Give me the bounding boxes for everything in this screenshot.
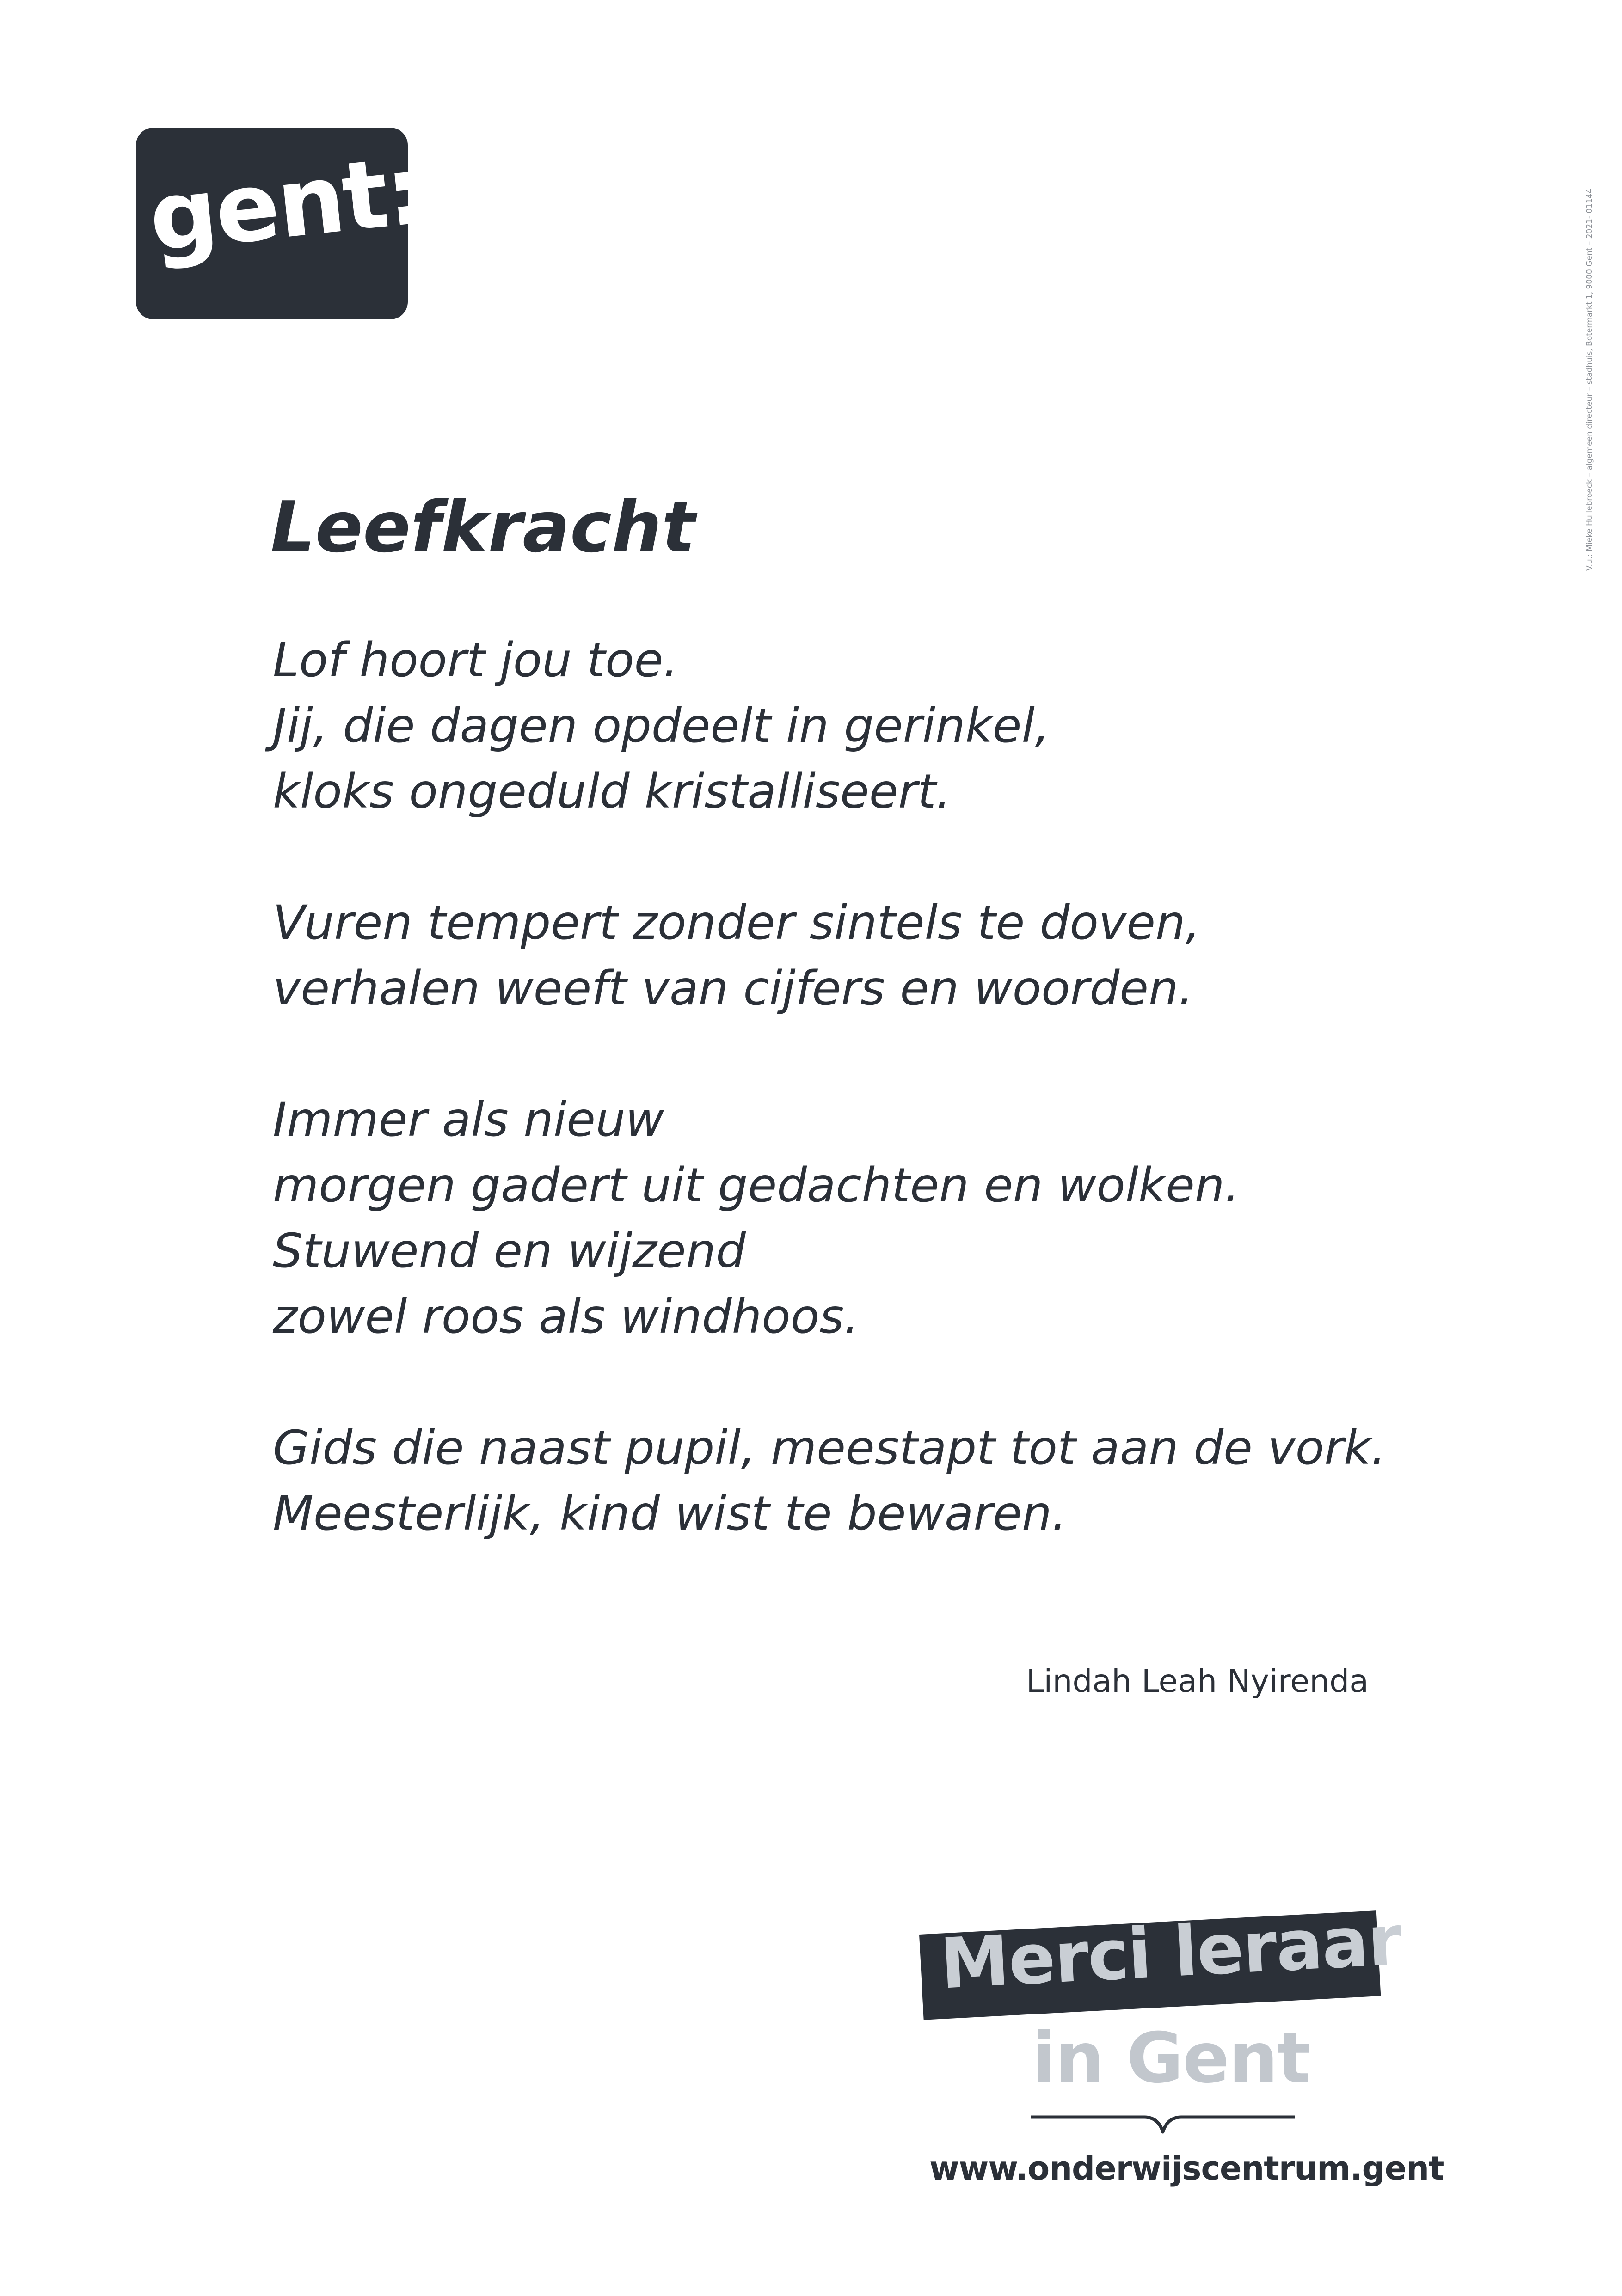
poem-stanza-2 xyxy=(273,890,1429,1022)
merci-badge-line2: in Gent xyxy=(1032,2018,1309,2099)
poem-stanza-3 xyxy=(273,1087,1429,1350)
poem-line: Lof hoort jou toe. xyxy=(273,633,678,688)
gent-logo-text: gent: xyxy=(144,135,428,274)
poem-stanza-1 xyxy=(273,628,1429,825)
gent-logo xyxy=(136,128,428,319)
poem-line: kloks ongeduld kristalliseert. xyxy=(273,764,951,819)
poem-line: Gids die naast pupil, meestapt tot aan de vork. xyxy=(273,1420,1386,1476)
open-book-icon xyxy=(1031,2103,1295,2145)
poem-line: Immer als nieuw xyxy=(273,1092,664,1147)
poem-line: Jij, die dagen opdeelt in gerinkel, xyxy=(273,698,1050,753)
poem-title: Leefkracht xyxy=(270,486,695,568)
merci-badge-line1: Merci leraar xyxy=(938,1900,1403,2005)
poem-line: Meesterlijk, kind wist te bewaren. xyxy=(273,1486,1067,1541)
poem-stanza-4 xyxy=(273,1415,1429,1547)
poem-line: Vuren tempert zonder sintels te doven, xyxy=(273,895,1201,950)
poem-author: Lindah Leah Nyirenda xyxy=(1026,1663,1369,1700)
legal-publisher-text: V.u.: Mieke Hullebroeck – algemeen directeur – stadhuis, Botermarkt 1, 9000 Gent – 2021- 01144 xyxy=(1585,188,1594,571)
poem-line: morgen gadert uit gedachten en wolken. xyxy=(273,1158,1240,1213)
website-link[interactable]: www.onderwijscentrum.gent xyxy=(929,2149,1444,2187)
poem-line: zowel roos als windhoos. xyxy=(273,1289,859,1344)
poem-line: verhalen weeft van cijfers en woorden. xyxy=(273,961,1194,1016)
poem-body xyxy=(273,628,1429,1612)
poem-line: Stuwend en wijzend xyxy=(273,1224,746,1279)
